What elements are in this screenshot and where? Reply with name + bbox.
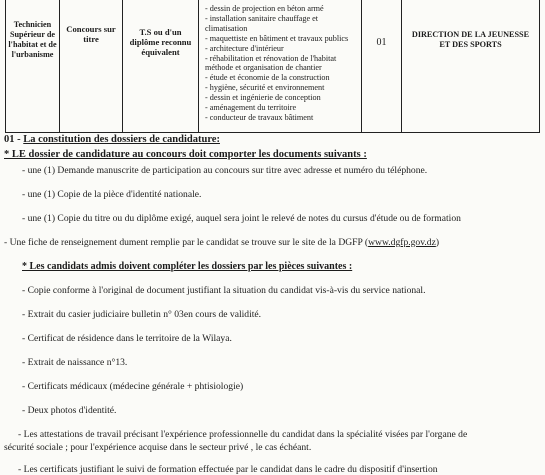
list-item: - Copie conforme à l'original de document justifiant la situation du candidat vis-à-vis du service national.	[22, 285, 426, 296]
list-item: - une (1) Demande manuscrite de participation au concours sur titre avec adresse et numéro du téléphone.	[22, 165, 428, 176]
list-item: - une (1) Copie de la pièce d'identité nationale.	[22, 189, 202, 200]
specialty-item: - dessin et ingénierie de conception	[205, 93, 321, 103]
positions-count: 01	[376, 37, 387, 48]
list-item	[4, 237, 439, 248]
direction-text: DIRECTION DE LA JEUNESSE ET DES SPORTS	[411, 30, 530, 49]
table-cell-specialties	[199, 0, 362, 132]
list-item: - Les certificats justifiant le suivi de formation effectuée par le candidat dans le cadre du dispositif d'insertion	[18, 464, 438, 475]
fiche-end: )	[435, 237, 440, 248]
specialty-item: - conducteur de travaux bâtiment	[205, 112, 314, 122]
specialty-item: - installation sanitaire chauffage et	[205, 13, 319, 23]
grade-text: Technicien Supérieur de l'habitat et de l'urbanisme	[8, 20, 57, 59]
positions-table	[5, 0, 540, 133]
table-cell-diploma	[123, 0, 199, 132]
section-title-text: La constitution des dossiers de candidature:	[23, 134, 220, 145]
list-item-continued: sécurité sociale ; pour l'expérience acquise dans le secteur privé , le cas échéant.	[4, 442, 312, 453]
specialty-item: - maquettiste en bâtiment et travaux publics	[205, 33, 349, 43]
specialty-item: - aménagement du territoire	[205, 103, 297, 113]
specialty-item: - réhabilitation et rénovation de l'habitat	[205, 53, 337, 63]
dgfp-link[interactable]: www.dgfp.gov.dz	[368, 237, 436, 248]
fiche-text: - Une fiche de renseignement dument remplie par le candidat se trouve sur le site de la DGFP (	[4, 237, 369, 248]
list-item: - Deux photos d'identité.	[22, 405, 117, 416]
specialty-item: climatisation	[205, 23, 248, 33]
table-cell-grade	[6, 0, 60, 132]
list-item: - Extrait de naissance n°13.	[22, 357, 128, 368]
list-item: - Certificat de résidence dans le territoire de la Wilaya.	[22, 333, 232, 344]
list-item: - Certificats médicaux (médecine générale + phtisiologie)	[22, 381, 244, 392]
table-cell-direction	[402, 0, 539, 132]
section-number: 01 -	[4, 134, 21, 145]
specialty-item: - architecture d'intérieur	[205, 43, 284, 53]
specialty-item: - étude et économie de la construction	[205, 73, 330, 83]
list-item: - Extrait du casier judiciaire bulletin n° 03en cours de validité.	[22, 309, 262, 320]
table-cell-mode	[60, 0, 123, 132]
specialty-item: - dessin de projection en béton armé	[205, 4, 324, 13]
subtitle-admitted-candidates: * Les candidats admis doivent compléter les dossiers par les pièces suivantes :	[22, 261, 353, 272]
table-cell-positions-count	[362, 0, 402, 132]
specialties-list	[205, 4, 348, 123]
specialty-item: - hygiène, sécurité et environnement	[205, 83, 325, 93]
section-title	[4, 134, 220, 145]
subtitle-required-documents: * LE dossier de candidature au concours doit comporter les documents suivants :	[4, 149, 367, 160]
list-item: - Les attestations de travail précisant l'expérience professionnelle du candidat dans la spécialité visées par l'organe de	[18, 429, 468, 440]
specialty-item: méthode et organisation de chantier	[205, 63, 322, 73]
recruitment-mode-text: Concours sur titre	[66, 24, 116, 44]
diploma-text: T.S ou d'un diplôme reconnu équivalent	[129, 27, 192, 57]
list-item: - une (1) Copie du titre ou du diplôme exigé, auquel sera joint le relevé de notes du cursus d'étude ou de formation	[22, 213, 461, 224]
